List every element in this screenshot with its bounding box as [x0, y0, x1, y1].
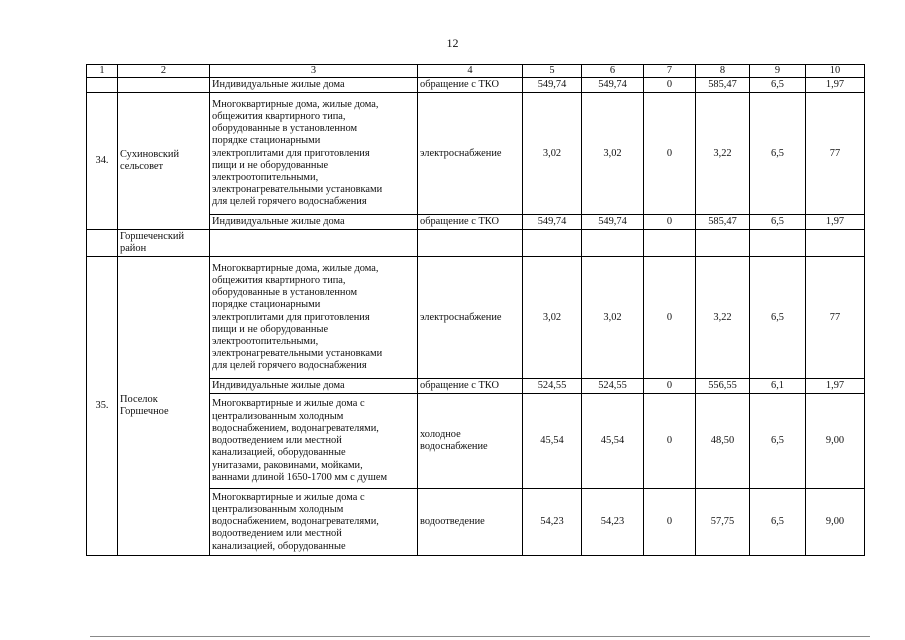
service-type: водоотведение	[418, 489, 523, 556]
value-col5: 45,54	[523, 394, 582, 489]
value-col10: 1,97	[806, 215, 865, 230]
housing-description: Индивидуальные жилые дома	[210, 215, 418, 230]
column-number: 4	[418, 65, 523, 78]
empty-cell	[210, 230, 418, 257]
value-col5: 3,02	[523, 257, 582, 379]
value-col5: 3,02	[523, 93, 582, 215]
empty-cell	[418, 230, 523, 257]
value-col8: 48,50	[696, 394, 750, 489]
region-name: Сухиновский сельсовет	[118, 93, 210, 230]
value-col7: 0	[644, 78, 696, 93]
service-type: обращение с ТКО	[418, 215, 523, 230]
value-col5: 54,23	[523, 489, 582, 556]
value-col7: 0	[644, 394, 696, 489]
column-number: 8	[696, 65, 750, 78]
value-col10: 1,97	[806, 379, 865, 394]
column-number-row	[87, 65, 865, 78]
value-col9: 6,5	[750, 257, 806, 379]
district-row	[87, 230, 865, 257]
empty-cell	[806, 230, 865, 257]
value-col9: 6,5	[750, 489, 806, 556]
service-type: обращение с ТКО	[418, 379, 523, 394]
value-col8: 57,75	[696, 489, 750, 556]
housing-description: Многоквартирные и жилые дома с централизованным холодным водоснабжением, водонагревателями, водоотведением или местной канализацией, оборудованные	[210, 489, 418, 556]
value-col7: 0	[644, 257, 696, 379]
row-number	[87, 230, 118, 257]
value-col9: 6,1	[750, 379, 806, 394]
value-col5: 549,74	[523, 215, 582, 230]
value-col8: 585,47	[696, 215, 750, 230]
value-col6: 524,55	[582, 379, 644, 394]
row-number: 34.	[87, 93, 118, 230]
housing-description: Индивидуальные жилые дома	[210, 78, 418, 93]
column-number: 5	[523, 65, 582, 78]
scan-edge-line	[90, 636, 870, 637]
value-col8: 3,22	[696, 93, 750, 215]
empty-cell	[696, 230, 750, 257]
value-col7: 0	[644, 489, 696, 556]
value-col8: 585,47	[696, 78, 750, 93]
value-col8: 556,55	[696, 379, 750, 394]
column-number: 9	[750, 65, 806, 78]
district-name: Горшеченский район	[118, 230, 210, 257]
value-col9: 6,5	[750, 78, 806, 93]
empty-cell	[582, 230, 644, 257]
value-col7: 0	[644, 215, 696, 230]
value-col10: 77	[806, 93, 865, 215]
region-name	[118, 78, 210, 93]
column-number: 1	[87, 65, 118, 78]
column-number: 3	[210, 65, 418, 78]
table-row	[87, 257, 865, 379]
value-col6: 3,02	[582, 93, 644, 215]
tariff-table	[86, 64, 865, 556]
row-number: 35.	[87, 257, 118, 556]
empty-cell	[523, 230, 582, 257]
value-col6: 549,74	[582, 78, 644, 93]
value-col6: 549,74	[582, 215, 644, 230]
housing-description: Многоквартирные и жилые дома с централизованным холодным водоснабжением, водонагревателями, водоотведением или местной канализацией, оборудованные унитазами, раковинами, мойками, ваннами длиной 1650-1700 мм с душем	[210, 394, 418, 489]
table-row	[87, 93, 865, 215]
value-col7: 0	[644, 93, 696, 215]
value-col6: 3,02	[582, 257, 644, 379]
page-number: 12	[446, 36, 459, 50]
value-col9: 6,5	[750, 394, 806, 489]
housing-description: Многоквартирные дома, жилые дома, общежития квартирного типа, оборудованные в установленном порядке стационарными электроплитами для приготовления пищи и не оборудованные электроотопительными, электронагревательными установками для целей горячего водоснабжения	[210, 257, 418, 379]
table-row	[87, 78, 865, 93]
value-col7: 0	[644, 379, 696, 394]
service-type: электроснабжение	[418, 93, 523, 215]
column-number: 10	[806, 65, 865, 78]
value-col6: 54,23	[582, 489, 644, 556]
service-type: холодное водоснабжение	[418, 394, 523, 489]
column-number: 7	[644, 65, 696, 78]
row-number	[87, 78, 118, 93]
column-number: 2	[118, 65, 210, 78]
region-name: Поселок Горшечное	[118, 257, 210, 556]
value-col9: 6,5	[750, 215, 806, 230]
value-col8: 3,22	[696, 257, 750, 379]
value-col10: 9,00	[806, 394, 865, 489]
housing-description: Многоквартирные дома, жилые дома, общежития квартирного типа, оборудованные в установленном порядке стационарными электроплитами для приготовления пищи и не оборудованные электроотопительными, электронагревательными установками для целей горячего водоснабжения	[210, 93, 418, 215]
service-type: электроснабжение	[418, 257, 523, 379]
value-col5: 524,55	[523, 379, 582, 394]
value-col10: 77	[806, 257, 865, 379]
housing-description: Индивидуальные жилые дома	[210, 379, 418, 394]
value-col10: 9,00	[806, 489, 865, 556]
empty-cell	[750, 230, 806, 257]
value-col5: 549,74	[523, 78, 582, 93]
value-col10: 1,97	[806, 78, 865, 93]
value-col6: 45,54	[582, 394, 644, 489]
value-col9: 6,5	[750, 93, 806, 215]
empty-cell	[644, 230, 696, 257]
column-number: 6	[582, 65, 644, 78]
service-type: обращение с ТКО	[418, 78, 523, 93]
